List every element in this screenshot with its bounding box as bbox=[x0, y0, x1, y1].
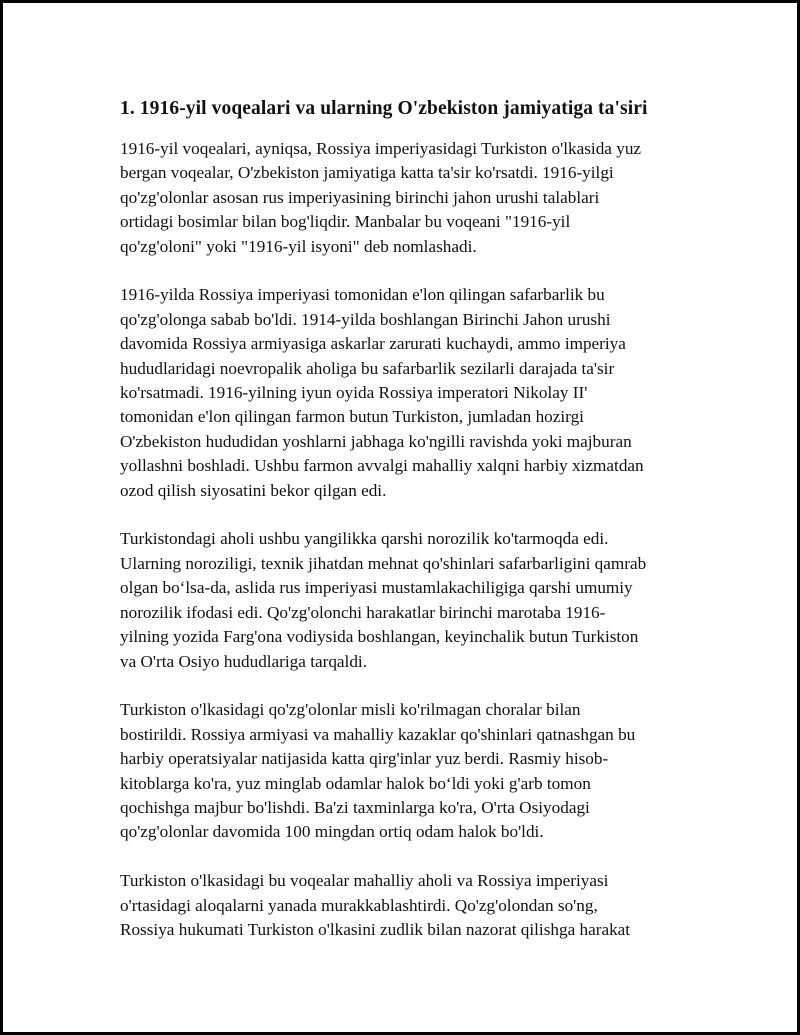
text-line: qo'zg'olonga sabab bo'ldi. 1914-yilda boshlangan Birinchi Jahon urushi bbox=[120, 309, 611, 329]
paragraph-4 bbox=[120, 698, 695, 844]
text-line: bostirildi. Rossiya armiyasi va mahalliy kazaklar qo'shinlari qatnashgan bu bbox=[120, 724, 636, 744]
text-line: yilning yozida Farg'ona vodiysida boshlangan, keyinchalik butun Turkiston bbox=[120, 627, 639, 647]
text-line: O'zbekiston hududidan yoshlarni jabhaga ko'ngilli ravishda yoki majburan bbox=[120, 431, 632, 451]
paragraph-3 bbox=[120, 527, 695, 673]
text-line: Rossiya hukumati Turkiston o'lkasini zudlik bilan nazorat qilishga harakat bbox=[120, 919, 631, 939]
text-line: kitoblarga ko'ra, yuz minglab odamlar halok bo‘ldi yoki g'arb tomon bbox=[120, 773, 591, 793]
text-line: norozilik ifodasi edi. Qo'zg'olonchi harakatlar birinchi marotaba 1916- bbox=[120, 602, 606, 622]
text-line: o'rtasidagi aloqalarni yanada murakkablashtirdi. Qo'zg'olondan so'ng, bbox=[120, 895, 598, 915]
document-body bbox=[120, 95, 695, 942]
text-line: olgan bo‘lsa-da, aslida rus imperiyasi mustamlakachiligiga qarshi umumiy bbox=[120, 578, 633, 598]
text-line: harbiy operatsiyalar natijasida katta qirg'inlar yuz berdi. Rasmiy hisob- bbox=[120, 749, 609, 769]
text-line: qo'zg'olonlar asosan rus imperiyasining birinchi jahon urushi talablari bbox=[120, 187, 600, 207]
text-line: tomonidan e'lon qilingan farmon butun Turkiston, jumladan hozirgi bbox=[120, 407, 584, 427]
text-line: 1916-yil voqealari, ayniqsa, Rossiya imperiyasidagi Turkiston o'lkasida yuz bbox=[120, 139, 642, 158]
text-line: hududlaridagi noevropalik aholiga bu safarbarlik sezilarli darajada ta'sir bbox=[120, 358, 615, 378]
text-line: qo'zg'oloni" yoki "1916-yil isyoni" deb nomlashadi. bbox=[120, 236, 477, 256]
text-line: 1916-yilda Rossiya imperiyasi tomonidan e'lon qilingan safarbarlik bu bbox=[120, 285, 605, 305]
text-line: ko'rsatmadi. 1916-yilning iyun oyida Rossiya imperatori Nikolay II' bbox=[120, 383, 588, 403]
text-line: ozod qilish siyosatini bekor qilgan edi. bbox=[120, 480, 387, 500]
text-line: qo'zg'olonlar davomida 100 mingdan ortiq odam halok bo'ldi. bbox=[120, 822, 544, 842]
text-line: qochishga majbur bo'lishdi. Ba'zi taxminlarga ko'ra, O'rta Osiyodagi bbox=[120, 797, 590, 817]
text-line: Turkiston o'lkasidagi bu voqealar mahalliy aholi va Rossiya imperiyasi bbox=[120, 871, 609, 891]
paragraph-5 bbox=[120, 869, 695, 942]
text-line: yollashni boshladi. Ushbu farmon avvalgi mahalliy xalqni harbiy xizmatdan bbox=[120, 456, 644, 476]
text-line: Turkistondagi aholi ushbu yangilikka qarshi norozilik ko'tarmoqda edi. bbox=[120, 529, 609, 549]
text-line: bergan voqealar, O'zbekiston jamiyatiga katta ta'sir ko'rsatdi. 1916-yilgi bbox=[120, 163, 614, 183]
paragraph-1 bbox=[120, 137, 695, 259]
text-line: ortidagi bosimlar bilan bog'liqdir. Manbalar bu voqeani "1916-yil bbox=[120, 212, 571, 232]
text-line: Ularning noroziligi, texnik jihatdan mehnat qo'shinlari safarbarligini qamrab bbox=[120, 553, 647, 573]
text-line: davomida Rossiya armiyasiga askarlar zarurati kuchaydi, ammo imperiya bbox=[120, 334, 626, 354]
text-line: va O'rta Osiyo hududlariga tarqaldi. bbox=[120, 651, 367, 671]
document-title: 1. 1916-yil voqealari va ularning O'zbekiston jamiyatiga ta'siri bbox=[120, 98, 648, 119]
paragraph-2 bbox=[120, 283, 695, 503]
text-line: Turkiston o'lkasidagi qo'zg'olonlar misli ko'rilmagan choralar bilan bbox=[120, 700, 581, 720]
